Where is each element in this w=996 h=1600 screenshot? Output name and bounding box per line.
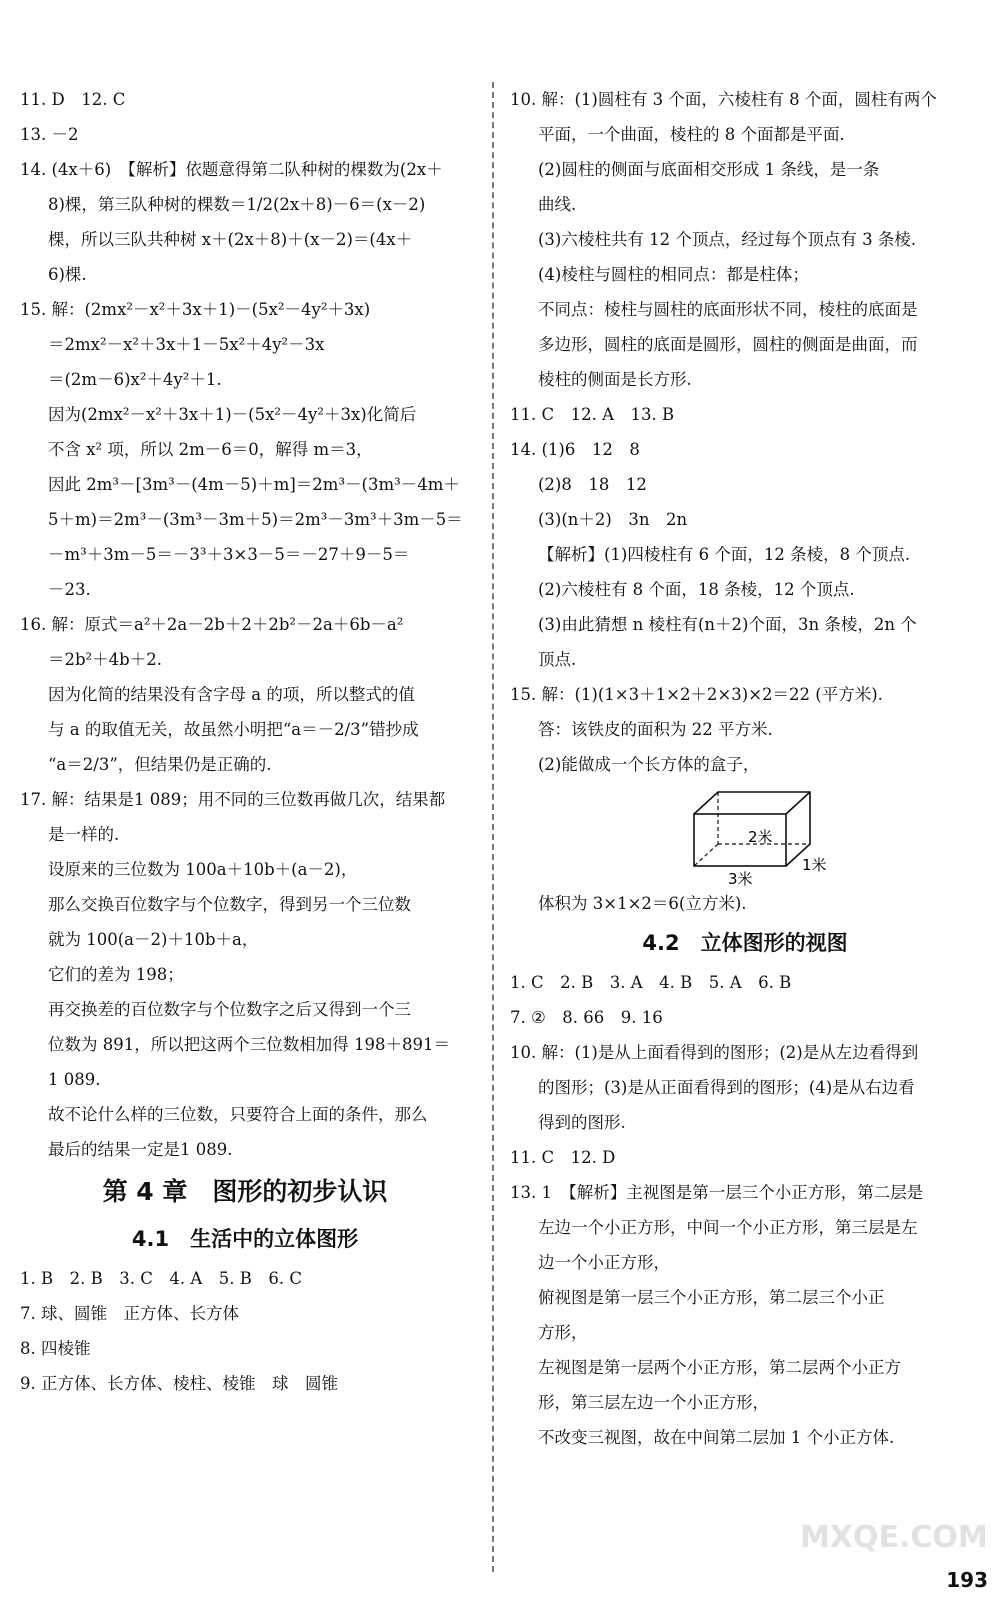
text-line: 平面，一个曲面，棱柱的 8 个面都是平面.	[538, 125, 845, 144]
text-line: 多边形，圆柱的底面是圆形，圆柱的侧面是曲面，而	[538, 335, 918, 354]
question-line: 14. (1)6 12 8	[510, 440, 640, 459]
cuboid-length-label: 3米	[728, 870, 753, 886]
cuboid-diagram	[680, 782, 840, 886]
text-line: 就为 100(a－2)＋10b＋a，	[48, 930, 259, 949]
section-heading: 4.2 立体图形的视图	[642, 931, 848, 955]
text-line: －m³＋3m－5＝－3³＋3×3－5＝－27＋9－5＝	[48, 545, 410, 564]
question-line: 10. 解：(1)圆柱有 3 个面，六棱柱有 8 个面，圆柱有两个	[510, 90, 937, 109]
text-line: 因为(2mx²－x²＋3x＋1)－(5x²－4y²＋3x)化简后	[48, 405, 417, 424]
text-line: 6)棵.	[48, 265, 87, 284]
question-line: 8. 四棱锥	[20, 1339, 91, 1358]
text-line: 与 a 的取值无关，故虽然小明把“a＝－2/3”错抄成	[48, 720, 419, 739]
page-number: 193	[946, 1568, 988, 1592]
question-line: 11. C 12. D	[510, 1148, 616, 1167]
text-line: 答：该铁皮的面积为 22 平方米.	[538, 720, 773, 739]
text-line: 设原来的三位数为 100a＋10b＋(a－2)，	[48, 860, 358, 879]
text-line: 5＋m)＝2m³－(3m³－3m＋5)＝2m³－3m³＋3m－5＝	[48, 510, 463, 529]
right-column	[510, 82, 980, 1455]
text-line: ＝2mx²－x²＋3x＋1－5x²＋4y²－3x	[48, 335, 325, 354]
text-line: 俯视图是第一层三个小正方形，第二层三个小正	[538, 1288, 885, 1307]
section-heading: 4.1 生活中的立体图形	[131, 1227, 359, 1251]
text-line: 方形，	[538, 1323, 588, 1342]
text-line: 【解析】(1)四棱柱有 6 个面，12 条棱，8 个顶点.	[538, 545, 911, 564]
question-line: 9. 正方体、长方体、棱柱、棱锥 球 圆锥	[20, 1374, 338, 1393]
text-line: “a＝2/3”，但结果仍是正确的.	[48, 755, 272, 774]
left-column	[20, 82, 470, 1401]
text-line: 左边一个小正方形，中间一个小正方形，第三层是左	[538, 1218, 918, 1237]
text-line: 得到的图形.	[538, 1113, 626, 1132]
text-line: 棵，所以三队共种树 x＋(2x＋8)＋(x－2)＝(4x＋	[48, 230, 413, 249]
question-line: 14. (4x＋6) 【解析】依题意得第二队种树的棵数为(2x＋	[20, 160, 443, 179]
cuboid-top-right-edge	[786, 792, 810, 814]
text-line: 1 089.	[48, 1070, 101, 1089]
question-line: 11. C 12. A 13. B	[510, 405, 675, 424]
question-line: 13. －2	[20, 125, 79, 144]
text-line: 棱柱的侧面是长方形.	[538, 370, 692, 389]
text-line: (2)六棱柱有 8 个面，18 条棱，12 个顶点.	[538, 580, 855, 599]
text-line: (3)由此猜想 n 棱柱有(n＋2)个面，3n 条棱，2n 个	[538, 615, 917, 634]
text-line: －23.	[48, 580, 91, 599]
text-line: (2)8 18 12	[538, 475, 647, 494]
text-line: ＝2b²＋4b＋2.	[48, 650, 162, 669]
text-line: 体积为 3×1×2＝6(立方米).	[538, 894, 747, 913]
text-line: 曲线.	[538, 195, 577, 214]
text-line: 左视图是第一层两个小正方形，第二层两个小正方	[538, 1358, 901, 1377]
question-line: 1. B 2. B 3. C 4. A 5. B 6. C	[20, 1269, 302, 1288]
question-line: 15. 解：(2mx²－x²＋3x＋1)－(5x²－4y²＋3x)	[20, 300, 371, 319]
text-line: 顶点.	[538, 650, 577, 669]
text-line: 最后的结果一定是1 089.	[48, 1140, 233, 1159]
cuboid-height-label: 2米	[748, 828, 773, 846]
question-line: 17. 解：结果是1 089；用不同的三位数再做几次，结果都	[20, 790, 446, 809]
text-line: 位数为 891，所以把这两个三位数相加得 198＋891＝	[48, 1035, 450, 1054]
text-line: 不含 x² 项，所以 2m－6＝0，解得 m＝3，	[48, 440, 373, 459]
text-line: (3)(n＋2) 3n 2n	[538, 510, 688, 529]
text-line: (3)六棱柱共有 12 个顶点，经过每个顶点有 3 条棱.	[538, 230, 917, 249]
text-line: 那么交换百位数字与个位数字，得到另一个三位数	[48, 895, 411, 914]
text-line: 是一样的.	[48, 825, 120, 844]
cuboid-figure	[510, 782, 980, 886]
text-line: 的图形；(3)是从正面看得到的图形；(4)是从右边看	[538, 1078, 915, 1097]
question-line: 7. 球、圆锥 正方体、长方体	[20, 1304, 239, 1323]
text-line: 它们的差为 198；	[48, 965, 184, 984]
column-divider	[492, 82, 494, 1572]
chapter-heading: 第 4 章 图形的初步认识	[102, 1177, 388, 1206]
text-line: (2)能做成一个长方体的盒子，	[538, 755, 760, 774]
text-line: 形，第三层左边一个小正方形，	[538, 1393, 769, 1412]
question-line: 15. 解：(1)(1×3＋1×2＋2×3)×2＝22 (平方米).	[510, 685, 883, 704]
watermark-text: MXQE.COM	[800, 1520, 988, 1555]
text-line: 再交换差的百位数字与个位数字之后又得到一个三	[48, 1000, 411, 1019]
question-line: 10. 解：(1)是从上面看得到的图形；(2)是从左边看得到	[510, 1043, 919, 1062]
text-line: (2)圆柱的侧面与底面相交形成 1 条线，是一条	[538, 160, 880, 179]
text-line: 8)棵，第三队种树的棵数＝1/2(2x＋8)－6＝(x－2)	[48, 195, 426, 214]
text-line: 边一个小正方形，	[538, 1253, 670, 1272]
question-line: 16. 解：原式＝a²＋2a－2b＋2＋2b²－2a＋6b－a²	[20, 615, 404, 634]
question-line: 13. 1 【解析】主视图是第一层三个小正方形，第二层是	[510, 1183, 924, 1202]
text-line: 因为化简的结果没有含字母 a 的项，所以整式的值	[48, 685, 415, 704]
cuboid-width-label: 1米	[802, 856, 827, 874]
text-line: ＝(2m－6)x²＋4y²＋1.	[48, 370, 222, 389]
text-line: 因此 2m³－[3m³－(4m－5)＋m]＝2m³－(3m³－4m＋	[48, 475, 460, 494]
text-line: 不同点：棱柱与圆柱的底面形状不同，棱柱的底面是	[538, 300, 918, 319]
question-line: 11. D 12. C	[20, 90, 126, 109]
text-line: 不改变三视图，故在中间第二层加 1 个小正方体.	[538, 1428, 895, 1447]
text-line: 故不论什么样的三位数，只要符合上面的条件，那么	[48, 1105, 428, 1124]
question-line: 1. C 2. B 3. A 4. B 5. A 6. B	[510, 973, 792, 992]
question-line: 7. ② 8. 66 9. 16	[510, 1008, 663, 1027]
text-line: (4)棱柱与圆柱的相同点：都是柱体；	[538, 265, 809, 284]
